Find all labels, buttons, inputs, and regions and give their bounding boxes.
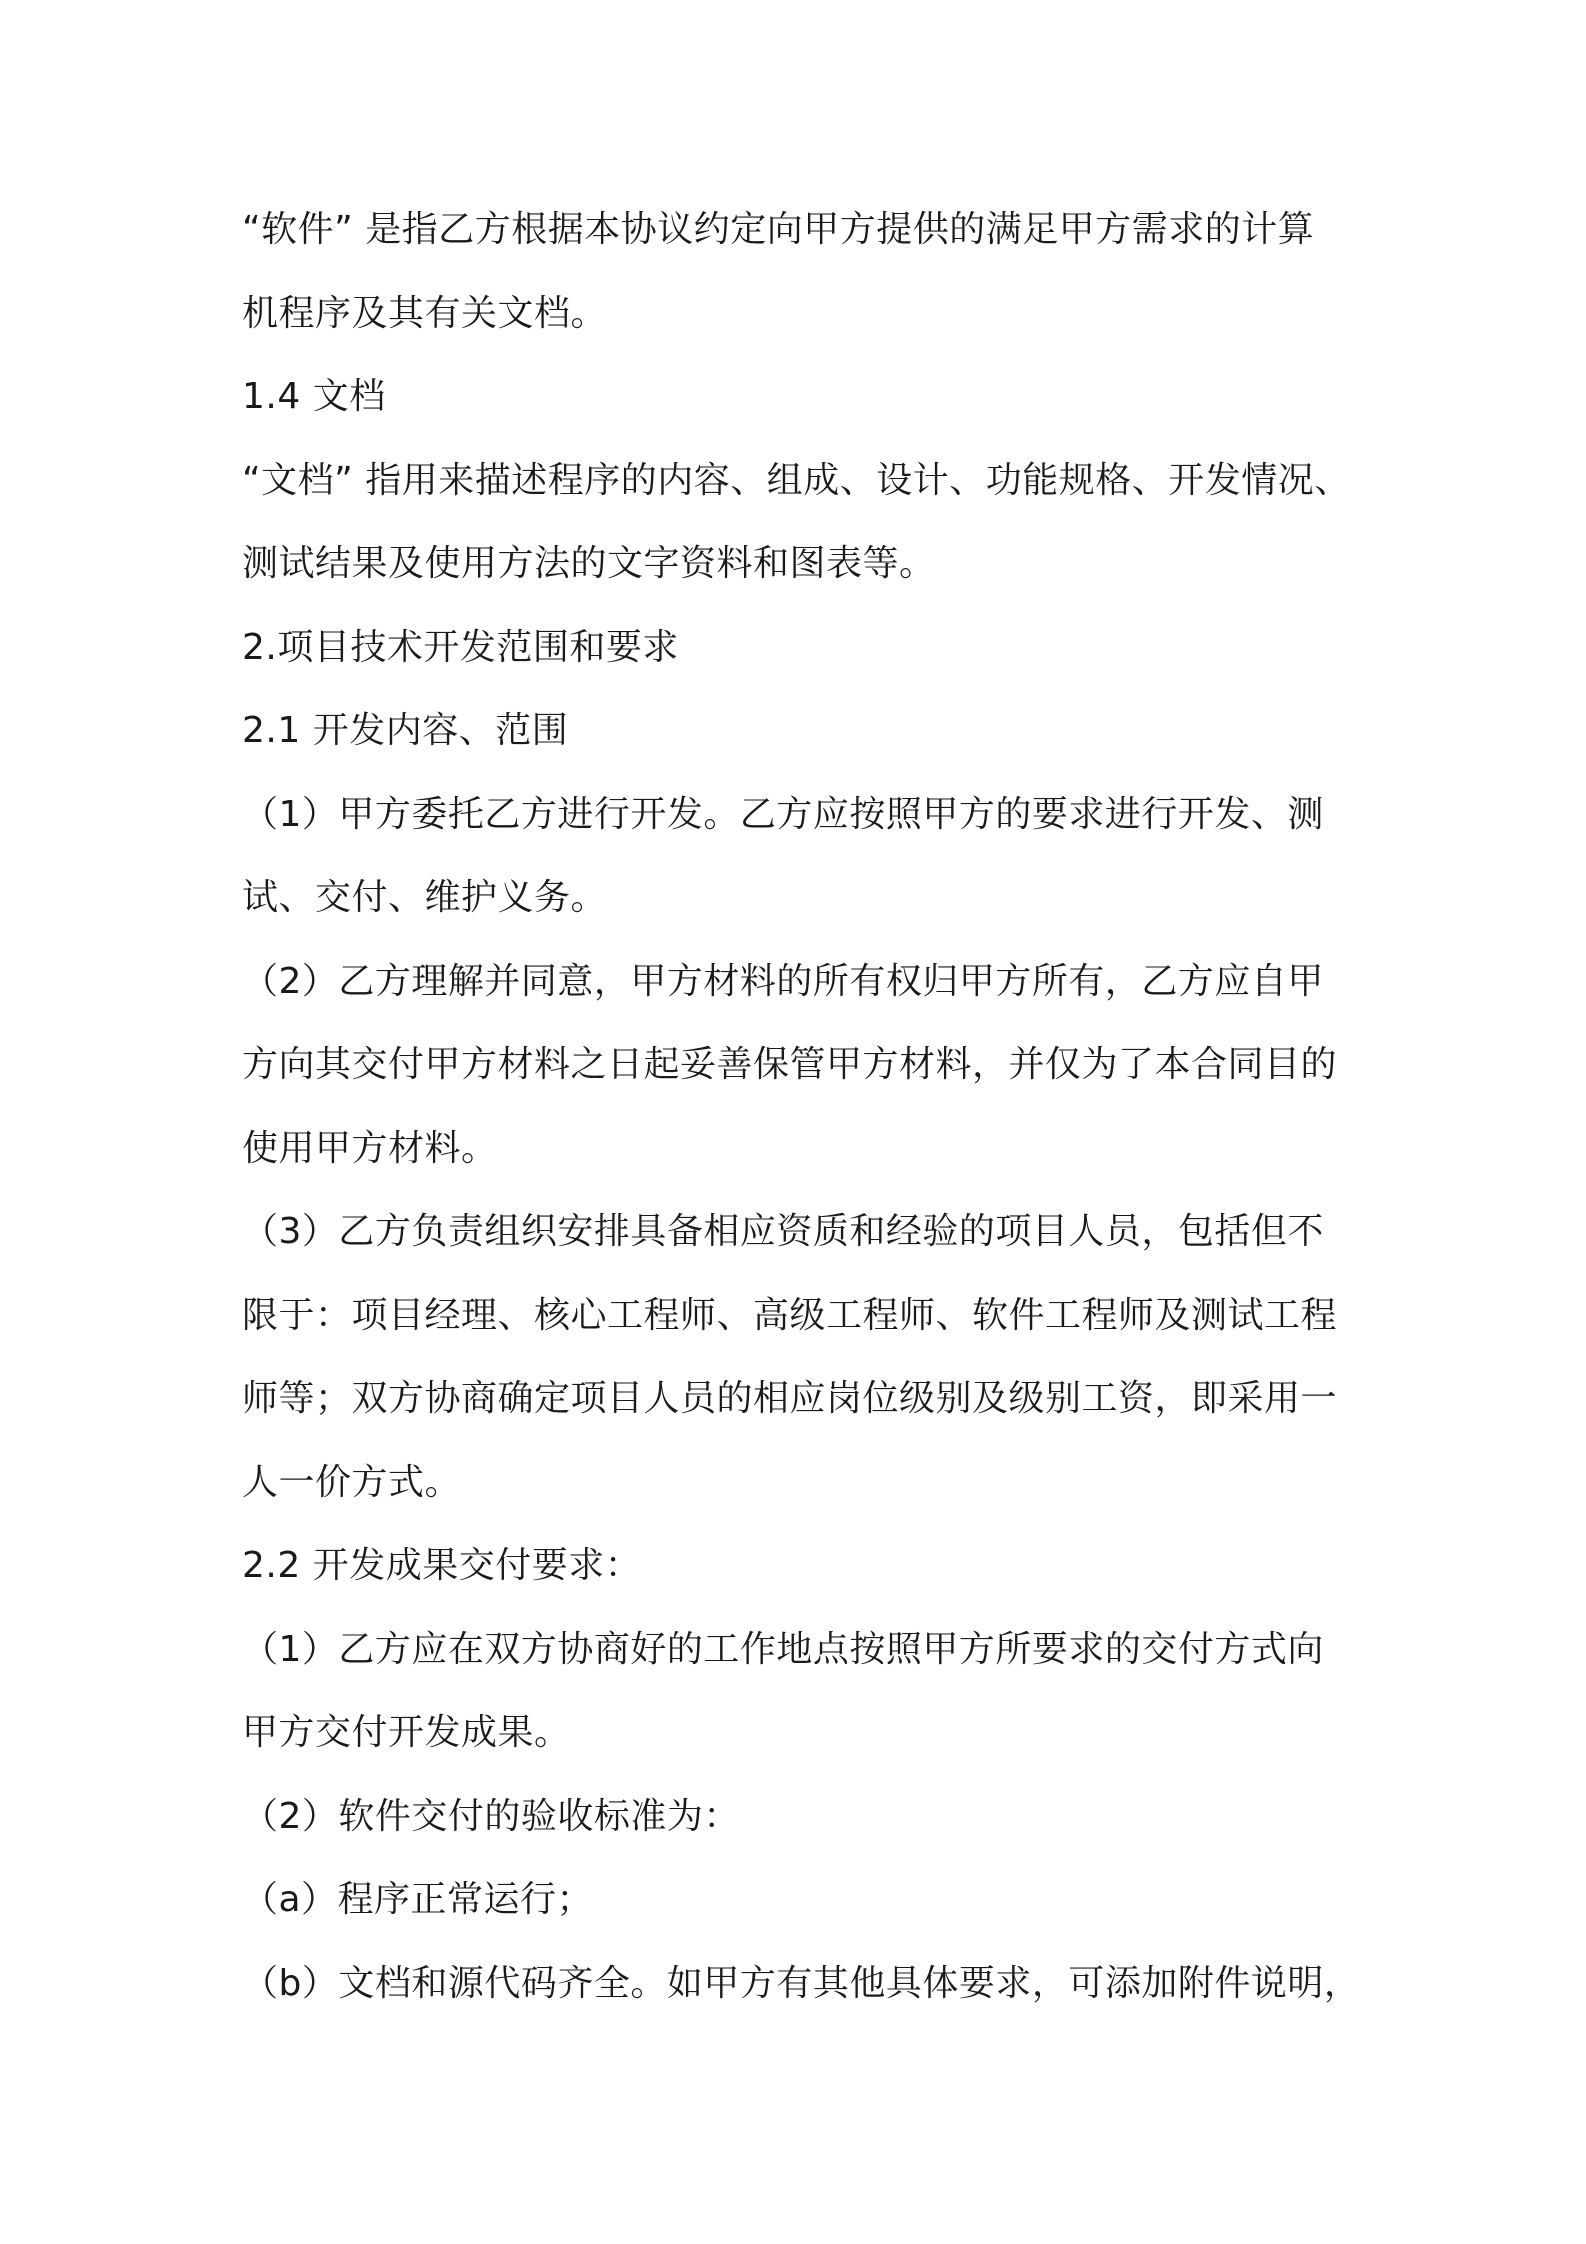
body-text-line: （3）乙方负责组织安排具备相应资质和经验的项目人员，包括但不: [242, 1211, 1324, 1252]
body-text-line: （b）文档和源代码齐全。如甲方有其他具体要求，可添加附件说明，: [242, 1962, 1361, 2004]
body-text-line: （a）程序正常运行；: [242, 1879, 594, 1920]
body-text-line: （2）乙方理解并同意，甲方材料的所有权归甲方所有，乙方应自甲: [242, 960, 1324, 1002]
body-text-line: （1）甲方委托乙方进行开发。乙方应按照甲方的要求进行开发、测: [242, 793, 1324, 835]
body-text-line: 师等；双方协商确定项目人员的相应岗位级别及级别工资，即采用一: [242, 1378, 1338, 1419]
body-text-line: 人一价方式。: [242, 1461, 462, 1503]
body-text-line: 甲方交付开发成果。: [242, 1712, 571, 1753]
body-text-line: （2）软件交付的验收标准为：: [242, 1795, 740, 1837]
section-heading: 2.1 开发内容、范围: [242, 710, 569, 751]
body-text-line: 使用甲方材料。: [242, 1127, 498, 1169]
body-text-line: （1）乙方应在双方协商好的工作地点按照甲方所要求的交付方式向: [242, 1628, 1324, 1670]
body-text-line: 方向其交付甲方材料之日起妥善保管甲方材料，并仅为了本合同目的: [242, 1044, 1338, 1085]
document-body: [242, 198, 1372, 2035]
body-text-line: 试、交付、维护义务。: [242, 877, 608, 918]
body-text-line: 限于：项目经理、核心工程师、高级工程师、软件工程师及测试工程: [242, 1294, 1338, 1336]
body-text-line: 机程序及其有关文档。: [242, 292, 608, 334]
body-text-line: “软件” 是指乙方根据本协议约定向甲方提供的满足甲方需求的计算: [242, 209, 1315, 250]
section-heading: 2.2 开发成果交付要求：: [242, 1545, 642, 1586]
section-heading: 2.项目技术开发范围和要求: [242, 626, 679, 668]
section-heading: 1.4 文档: [242, 376, 386, 417]
body-text-line: 测试结果及使用方法的文字资料和图表等。: [242, 543, 936, 584]
body-text-line: “文档” 指用来描述程序的内容、组成、设计、功能规格、开发情况、: [242, 459, 1351, 501]
